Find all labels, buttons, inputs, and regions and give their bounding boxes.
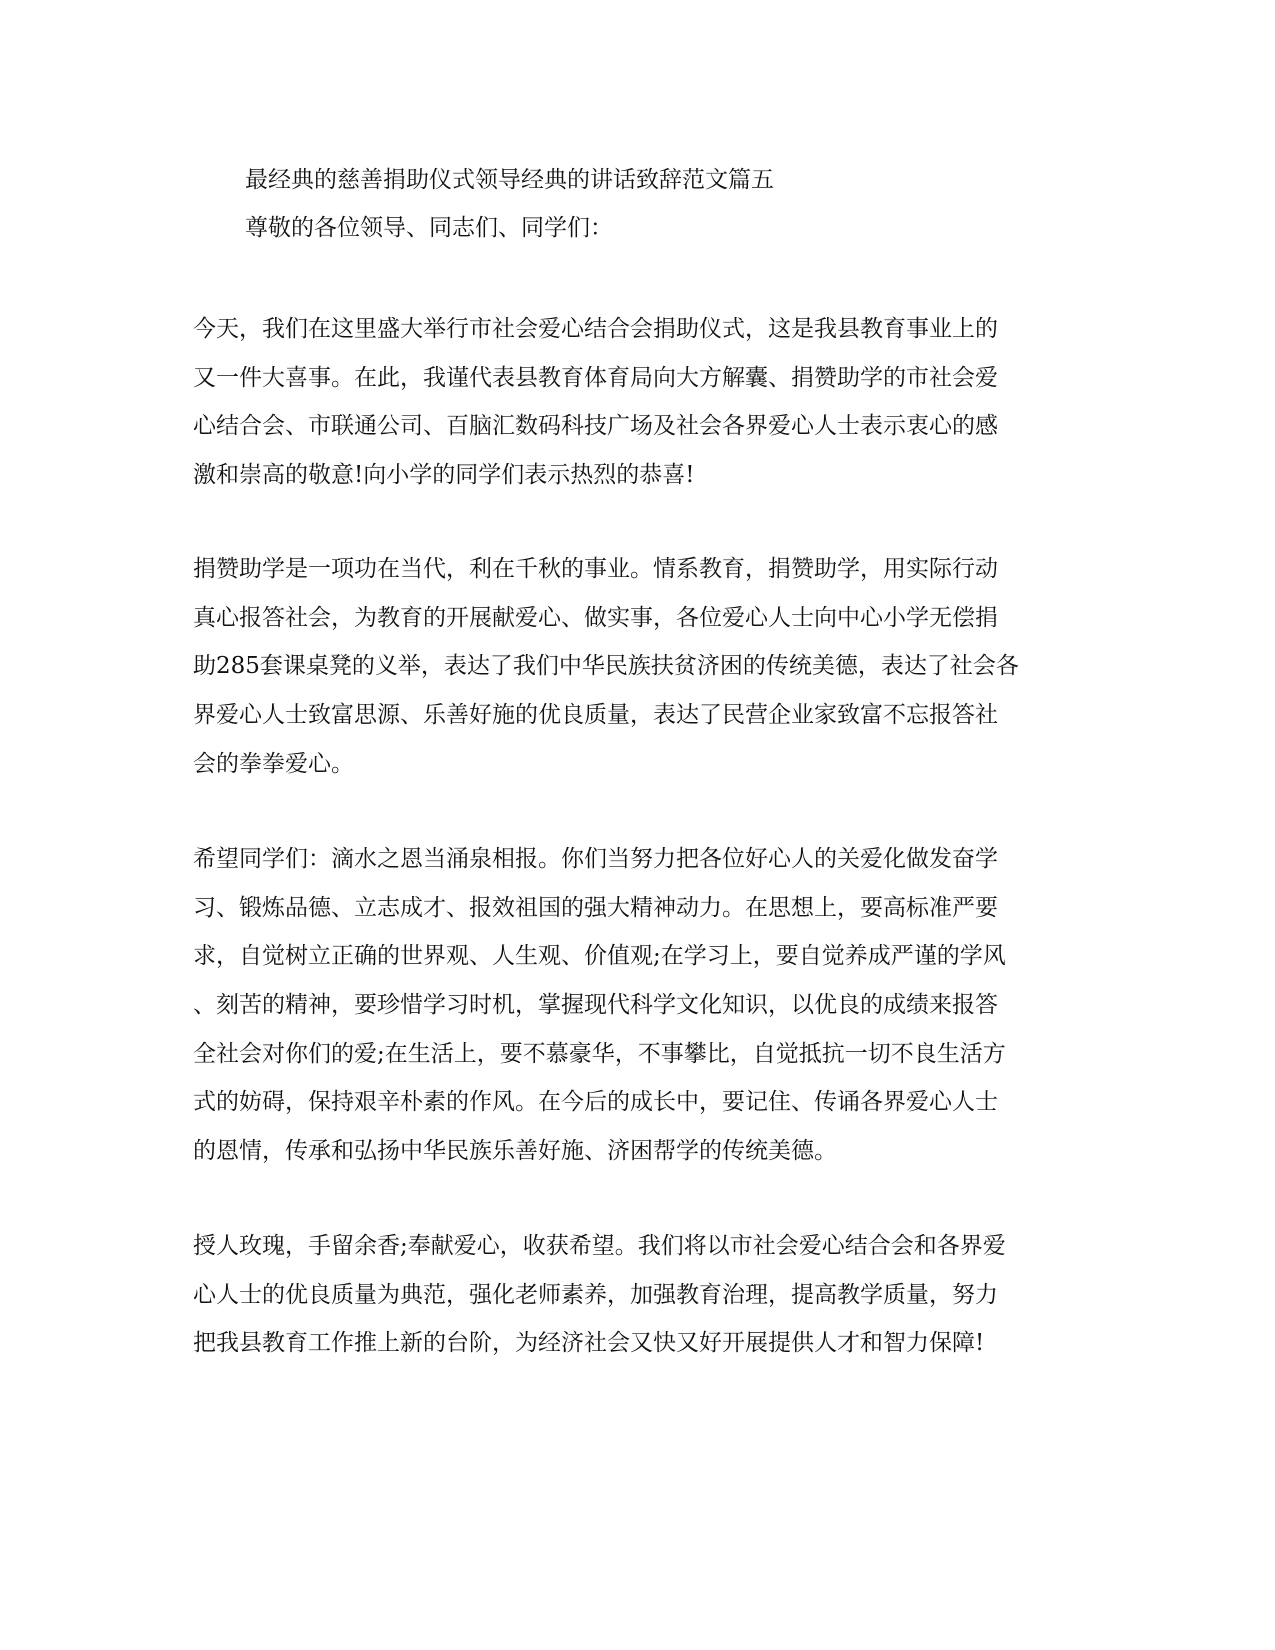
paragraph-line: 的恩情，传承和弘扬中华民族乐善好施、济困帮学的传统美德。 (193, 1138, 837, 1165)
paragraph-line: 求，自觉树立正确的世界观、人生观、价值观;在学习上，要自觉养成严谨的学风 (193, 943, 1006, 970)
paragraph-line: 、刻苦的精神，要珍惜学习时机，掌握现代科学文化知识，以优良的成绩来报答 (193, 992, 998, 1019)
paragraph-4 (193, 1222, 1093, 1368)
paragraph-line: 又一件大喜事。在此，我谨代表县教育体育局向大方解囊、捐赞助学的市社会爱 (193, 364, 998, 391)
paragraph-line: 激和崇高的敬意!向小学的同学们表示热烈的恭喜! (193, 462, 695, 489)
paragraph-line: 全社会对你们的爱;在生活上，要不慕豪华，不事攀比，自觉抵抗一切不良生活方 (193, 1040, 1006, 1067)
paragraph-1 (193, 305, 1093, 500)
paragraph-line: 今天，我们在这里盛大举行市社会爱心结合会捐助仪式，这是我县教育事业上的 (193, 316, 998, 342)
paragraph-line: 心人士的优良质量为典范，强化老师素养，加强教育治理，提高教学质量，努力 (193, 1281, 998, 1308)
paragraph-line: 真心报答社会，为教育的开展献爱心、做实事，各位爱心人士向中心小学无偿捐 (193, 604, 998, 631)
document-title: 最经典的慈善捐助仪式领导经典的讲话致辞范文篇五 (245, 167, 774, 193)
paragraph-line: 希望同学们：滴水之恩当涌泉相报。你们当努力把各位好心人的关爱化做发奋学 (193, 846, 998, 872)
paragraph-line: 授人玫瑰，手留余香;奉献爱心，收获希望。我们将以市社会爱心结合会和各界爱 (193, 1233, 1006, 1259)
paragraph-line: 会的拳拳爱心。 (193, 750, 354, 777)
paragraph-line: 界爱心人士致富思源、乐善好施的优良质量，表达了民营企业家致富不忘报答社 (193, 702, 998, 729)
paragraph-line: 捐赞助学是一项功在当代，利在千秋的事业。情系教育，捐赞助学，用实际行动 (193, 556, 998, 582)
paragraph-line: 式的妨碍，保持艰辛朴素的作风。在今后的成长中，要记住、传诵各界爱心人士 (193, 1089, 998, 1116)
paragraph-line: 习、锻炼品德、立志成才、报效祖国的强大精神动力。在思想上，要高标准严要 (193, 894, 998, 921)
paragraph-line: 助285套课桌凳的义举，表达了我们中华民族扶贫济困的传统美德，表达了社会各 (193, 653, 1019, 680)
paragraph-2 (193, 545, 1093, 788)
paragraph-line: 把我县教育工作推上新的台阶，为经济社会又快又好开展提供人才和智力保障! (193, 1330, 985, 1357)
salutation: 尊敬的各位领导、同志们、同学们： (245, 215, 613, 241)
paragraph-3 (193, 835, 1093, 1176)
paragraph-line: 心结合会、市联通公司、百脑汇数码科技广场及社会各界爱心人士表示衷心的感 (193, 413, 998, 440)
